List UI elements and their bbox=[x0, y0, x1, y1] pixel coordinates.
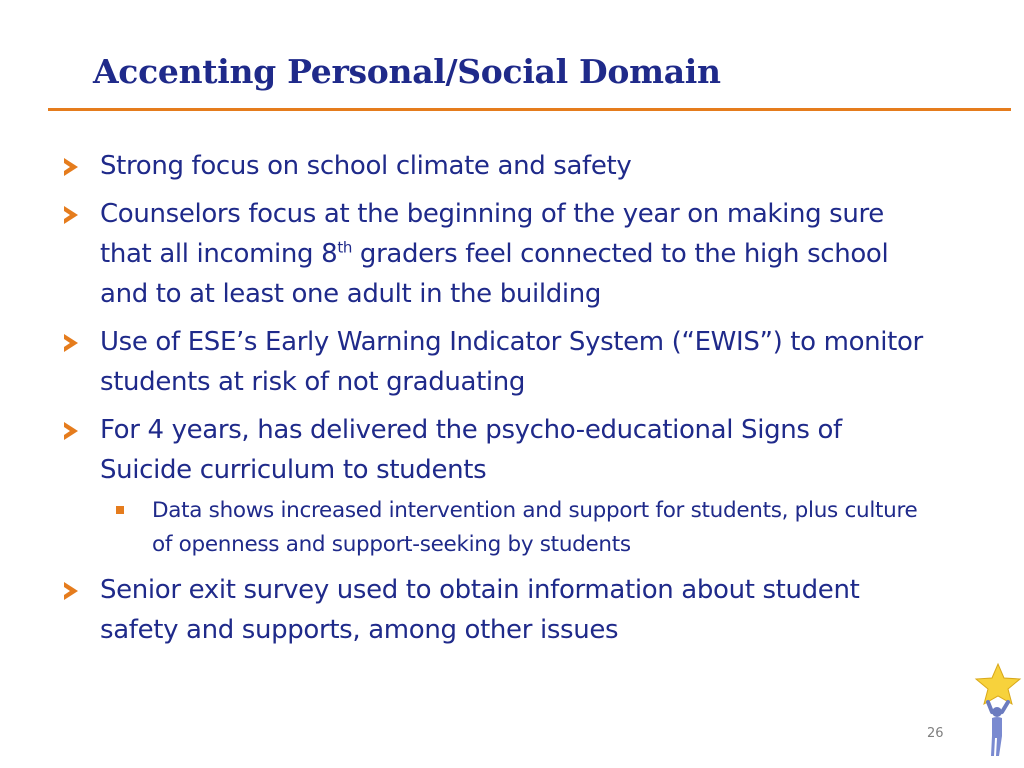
bullet-list bbox=[60, 146, 940, 658]
bullet-item bbox=[60, 410, 940, 562]
arrow-bullet-icon bbox=[64, 334, 78, 352]
title-divider bbox=[48, 108, 1011, 111]
arrow-bullet-icon bbox=[64, 158, 78, 176]
star-person-logo-icon bbox=[962, 660, 1024, 760]
bullet-text: Strong focus on school climate and safety bbox=[100, 151, 632, 181]
page-number: 26 bbox=[927, 726, 944, 741]
bullet-item bbox=[60, 146, 940, 186]
sub-bullet-list bbox=[100, 494, 940, 562]
bullet-text: Senior exit survey used to obtain information about student safety and supports, among other issues bbox=[100, 575, 860, 645]
arrow-bullet-icon bbox=[64, 422, 78, 440]
bullet-text-part: graders feel connected to the high school and to at least one adult in the building bbox=[100, 239, 889, 309]
bullet-text bbox=[100, 199, 888, 309]
bullet-item bbox=[60, 570, 940, 650]
arrow-bullet-icon bbox=[64, 582, 78, 600]
bullet-text: For 4 years, has delivered the psycho-educational Signs of Suicide curriculum to students bbox=[100, 415, 842, 485]
bullet-item bbox=[60, 194, 940, 314]
bullet-text-part: Counselors focus at the beginning of the year on making sure that all incoming 8 bbox=[100, 199, 884, 269]
ordinal-superscript: th bbox=[337, 238, 353, 257]
sub-bullet-item bbox=[100, 494, 940, 562]
bullet-text: Use of ESE’s Early Warning Indicator System (“EWIS”) to monitor students at risk of not graduating bbox=[100, 327, 923, 397]
sub-bullet-text: Data shows increased intervention and support for students, plus culture of openness and support-seeking by students bbox=[152, 498, 918, 557]
bullet-item bbox=[60, 322, 940, 402]
slide-title: Accenting Personal/Social Domain bbox=[93, 52, 721, 91]
square-bullet-icon bbox=[116, 506, 124, 514]
arrow-bullet-icon bbox=[64, 206, 78, 224]
